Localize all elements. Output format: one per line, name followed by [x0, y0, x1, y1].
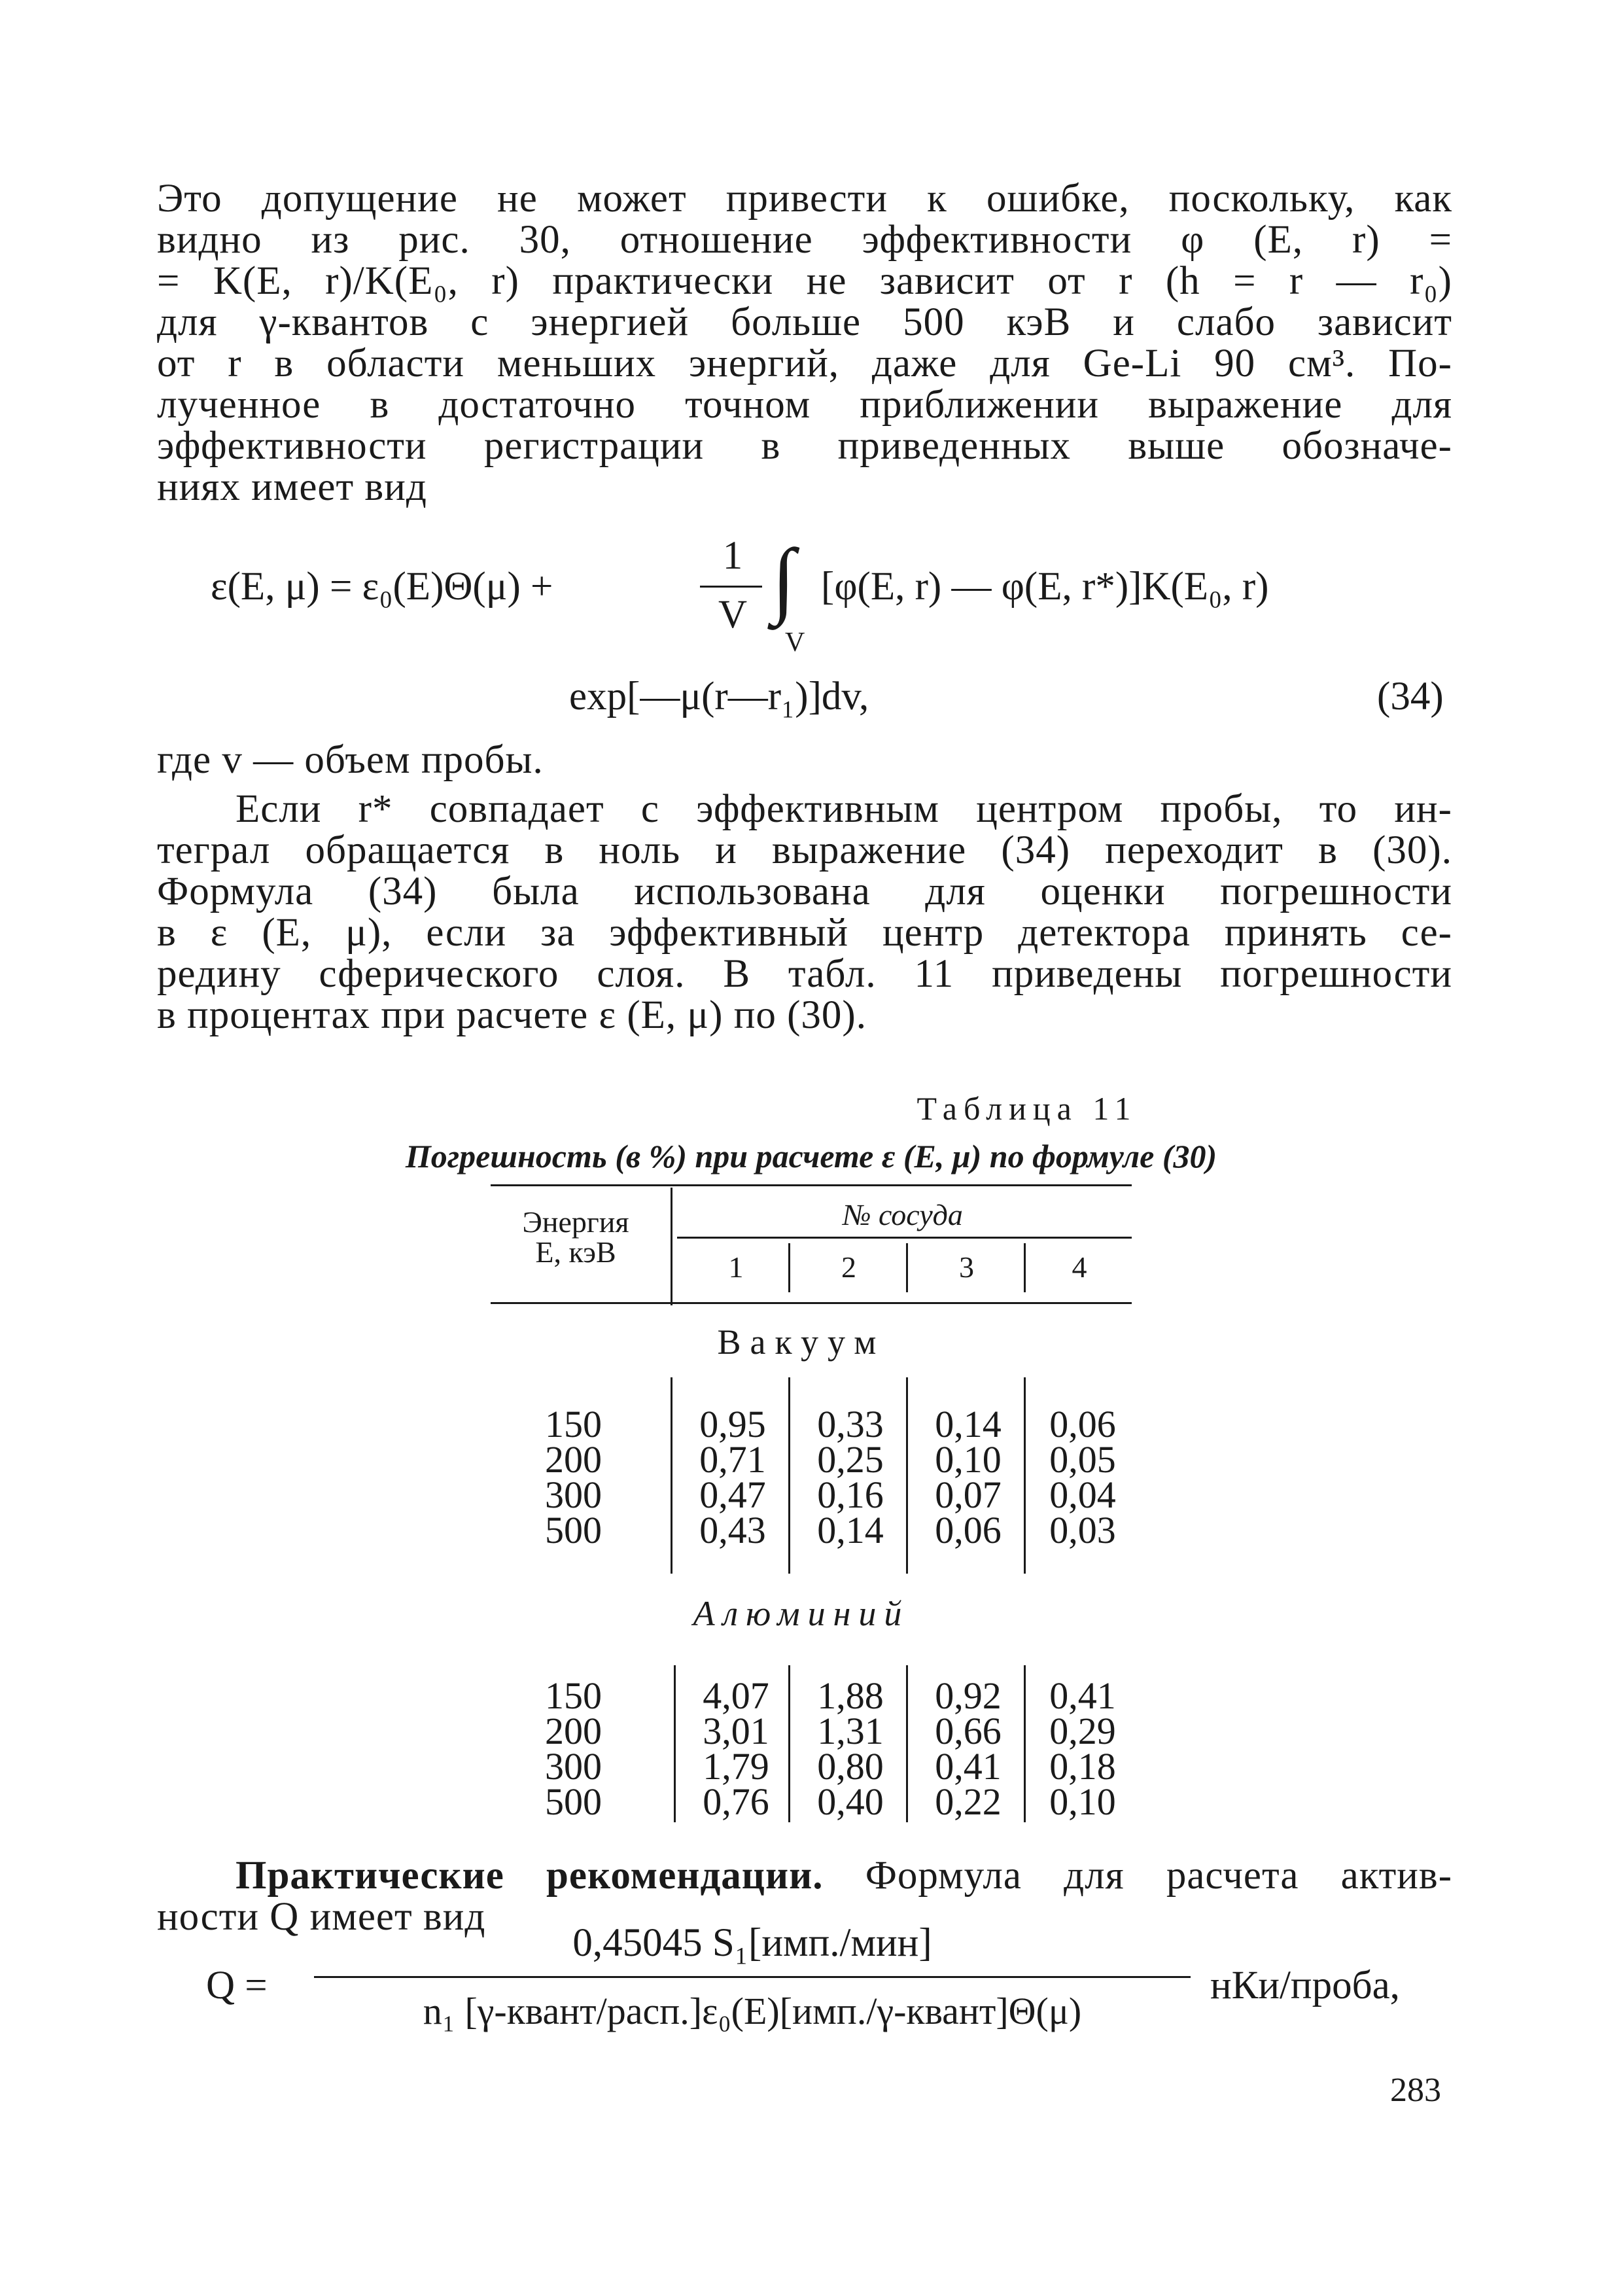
- equation-q-fraction-bar: [314, 1976, 1191, 1978]
- text-line: теграл обращается в ноль и выражение (34) переходит в (30).: [157, 828, 1452, 872]
- values-column-3: 0,14 0,10 0,07 0,06: [935, 1403, 1002, 1551]
- text-line: от r в области меньших энергий, даже для Ge-Li 90 см³. По-: [157, 342, 1452, 385]
- text-line: в процентах при расчете ε (E, μ) по (30).: [157, 993, 867, 1037]
- col-divider: [788, 1665, 790, 1822]
- text-line: эффективности регистрации в приведенных выше обозначе-: [157, 424, 1452, 468]
- values-column-1: 0,95 0,71 0,47 0,43: [699, 1403, 766, 1551]
- paragraph-1: [157, 178, 1452, 508]
- text-line: ниях имеет вид: [157, 465, 427, 509]
- integral-subscript: V: [785, 627, 805, 658]
- text-line: ности Q имеет вид: [157, 1895, 486, 1939]
- recommendations-text: Формула для расчета актив-: [865, 1854, 1453, 1898]
- text-line: видно из рис. 30, отношение эффективности φ (E, r) =: [157, 218, 1452, 262]
- table-top-rule: [491, 1184, 1132, 1186]
- col-divider: [788, 1377, 790, 1574]
- text-line: Это допущение не может привести к ошибке, поскольку, как: [157, 177, 1452, 221]
- equation-lhs: ε(E, μ) = ε₀(E)Θ(μ) +: [211, 565, 553, 609]
- equation-q-units: нКи/проба,: [1210, 1964, 1400, 2007]
- column-4-header: 4: [1072, 1250, 1087, 1284]
- col-divider: [1024, 1665, 1026, 1822]
- col-divider: [674, 1665, 676, 1822]
- text-line: где v — объем пробы.: [157, 738, 544, 782]
- paragraph-2: [157, 739, 1452, 781]
- table-label: Таблица 11: [916, 1090, 1138, 1127]
- equation-line2: exp[—μ(r—r₁)]dv,: [569, 675, 869, 718]
- section-title: Алюминий: [693, 1594, 910, 1633]
- text-line: Если r* совпадает с эффективным центром пробы, то ин-: [236, 787, 1452, 831]
- text-line: для γ-квантов с энергией больше 500 кэВ и слабо зависит: [157, 300, 1452, 344]
- header-bottom-rule: [491, 1302, 1132, 1304]
- values-column-3: 0,92 0,66 0,41 0,22: [935, 1674, 1002, 1823]
- header-vessel: № сосуда: [843, 1198, 963, 1231]
- recommendations-heading: Практические рекомендации.: [236, 1854, 824, 1898]
- energy-column: 150 200 300 500: [545, 1674, 602, 1823]
- text-line: лученное в достаточно точном приближении выражение для: [157, 383, 1452, 427]
- header-mid-rule: [677, 1237, 1132, 1239]
- col-divider: [906, 1665, 908, 1822]
- paragraph-3: [157, 788, 1452, 1036]
- values-column-1: 4,07 3,01 1,79 0,76: [703, 1674, 769, 1823]
- col-divider: [1024, 1377, 1026, 1574]
- fraction-numerator: 1: [722, 534, 743, 578]
- values-column-4: 0,41 0,29 0,18 0,10: [1049, 1674, 1116, 1823]
- col-divider: [671, 1377, 672, 1574]
- section-title: Вакуум: [717, 1322, 886, 1362]
- text-line: редину сферического слоя. В табл. 11 приведены погрешности: [157, 952, 1452, 996]
- values-column-4: 0,06 0,05 0,04 0,03: [1049, 1403, 1116, 1551]
- column-2-header: 2: [841, 1250, 856, 1284]
- integral-sign: ∫: [772, 532, 795, 626]
- values-column-2: 0,33 0,25 0,16 0,14: [817, 1403, 884, 1551]
- col-divider: [788, 1243, 790, 1292]
- integrand: [φ(E, r) — φ(E, r*)]K(E₀, r): [821, 565, 1269, 609]
- col-divider: [906, 1377, 908, 1574]
- fraction-bar: [700, 586, 762, 588]
- equation-q-numerator: 0,45045 S₁[имп./мин]: [572, 1921, 932, 1965]
- text-line: Формула (34) была использована для оценки погрешности: [157, 870, 1452, 913]
- header-energy: Энергия E, кэВ: [522, 1205, 629, 1269]
- equation-q-denominator: n₁ [γ-квант/расп.]ε₀(E)[имп./γ-квант]Θ(μ): [423, 1990, 1082, 2032]
- text-line: в ε (E, μ), если за эффективный центр детектора принять се-: [157, 911, 1452, 955]
- energy-column: 150 200 300 500: [545, 1403, 602, 1551]
- header-divider: [671, 1188, 672, 1305]
- col-divider: [906, 1243, 908, 1292]
- equation-q-lhs: Q =: [206, 1964, 268, 2007]
- column-1-header: 1: [728, 1250, 744, 1284]
- text-line: = K(E, r)/K(E₀, r) практически не зависит от r (h = r — r₀): [157, 259, 1452, 303]
- col-divider: [1024, 1243, 1026, 1292]
- table-title: Погрешность (в %) при расчете ε (E, μ) по формуле (30): [405, 1138, 1217, 1174]
- equation-number: (34): [1377, 675, 1444, 718]
- page-number: 283: [1390, 2072, 1441, 2109]
- column-3-header: 3: [959, 1250, 974, 1284]
- values-column-2: 1,88 1,31 0,80 0,40: [817, 1674, 884, 1823]
- fraction-denominator: V: [718, 593, 748, 637]
